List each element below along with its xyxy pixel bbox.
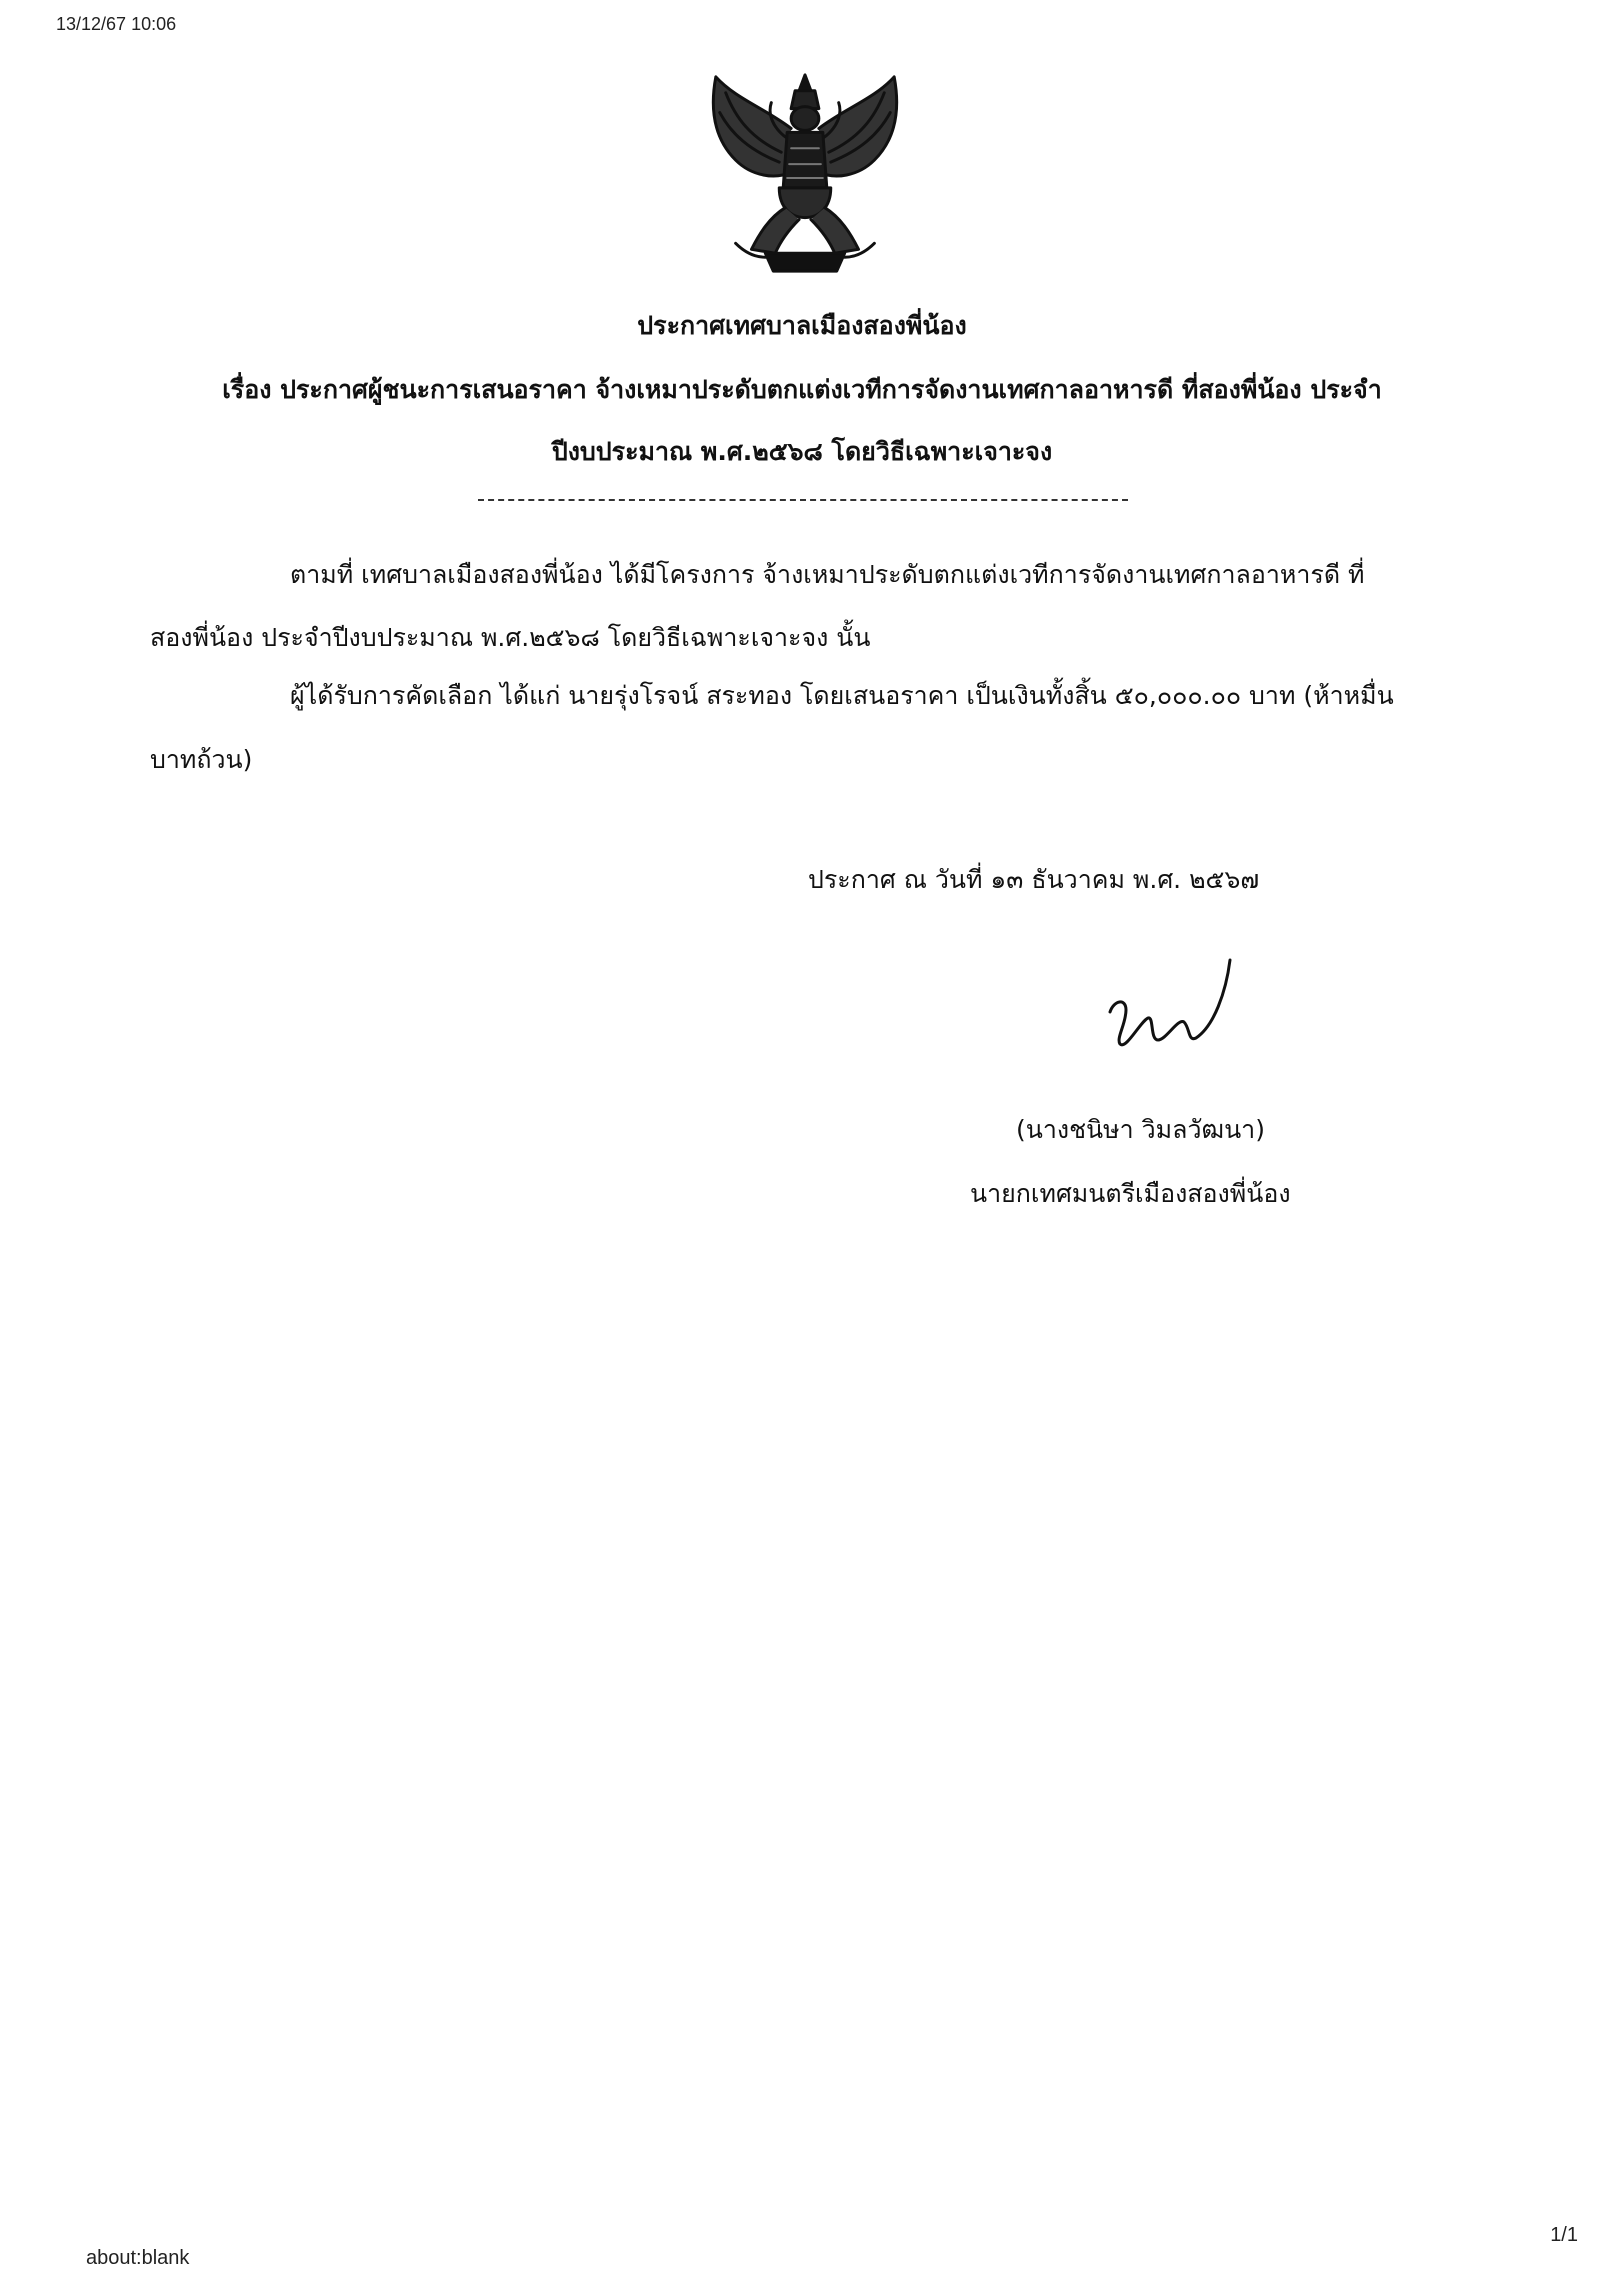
garuda-emblem-icon (696, 68, 914, 278)
document-subject-line1: เรื่อง ประกาศผู้ชนะการเสนอราคา จ้างเหมาประดับตกแต่งเวทีการจัดงานเทศกาลอาหารดี ที่สองพี่น้อง ประจำ (222, 375, 1382, 404)
title-separator (478, 499, 1128, 501)
paragraph2-line1: ผู้ได้รับการคัดเลือก ได้แก่ นายรุ่งโรจน์ สระทอง โดยเสนอราคา เป็นเงินทั้งสิ้น ๕๐,๐๐๐.๐๐ บาท (ห้าหมื่น (290, 681, 1394, 710)
announcement-date: ประกาศ ณ วันที่ ๑๓ ธันวาคม พ.ศ. ๒๕๖๗ (808, 865, 1260, 894)
page-number: 1/1 (1550, 2224, 1578, 2246)
signature (1104, 952, 1244, 1062)
document-subject-line2: ปีงบประมาณ พ.ศ.๒๕๖๘ โดยวิธีเฉพาะเจาะจง (551, 437, 1053, 466)
paragraph2-line2: บาทถ้วน) (150, 745, 253, 774)
document-title: ประกาศเทศบาลเมืองสองพี่น้อง (637, 311, 967, 340)
page-url: about:blank (86, 2247, 190, 2269)
print-timestamp: 13/12/67 10:06 (56, 14, 177, 34)
signatory-name: (นางชนิษา วิมลวัฒนา) (1016, 1115, 1265, 1144)
signatory-position: นายกเทศมนตรีเมืองสองพี่น้อง (970, 1179, 1291, 1208)
paragraph1-line2: สองพี่น้อง ประจำปีงบประมาณ พ.ศ.๒๕๖๘ โดยวิธีเฉพาะเจาะจง นั้น (150, 623, 871, 652)
paragraph1-line1: ตามที่ เทศบาลเมืองสองพี่น้อง ได้มีโครงการ จ้างเหมาประดับตกแต่งเวทีการจัดงานเทศกาลอาหารดี ที่ (290, 560, 1365, 589)
